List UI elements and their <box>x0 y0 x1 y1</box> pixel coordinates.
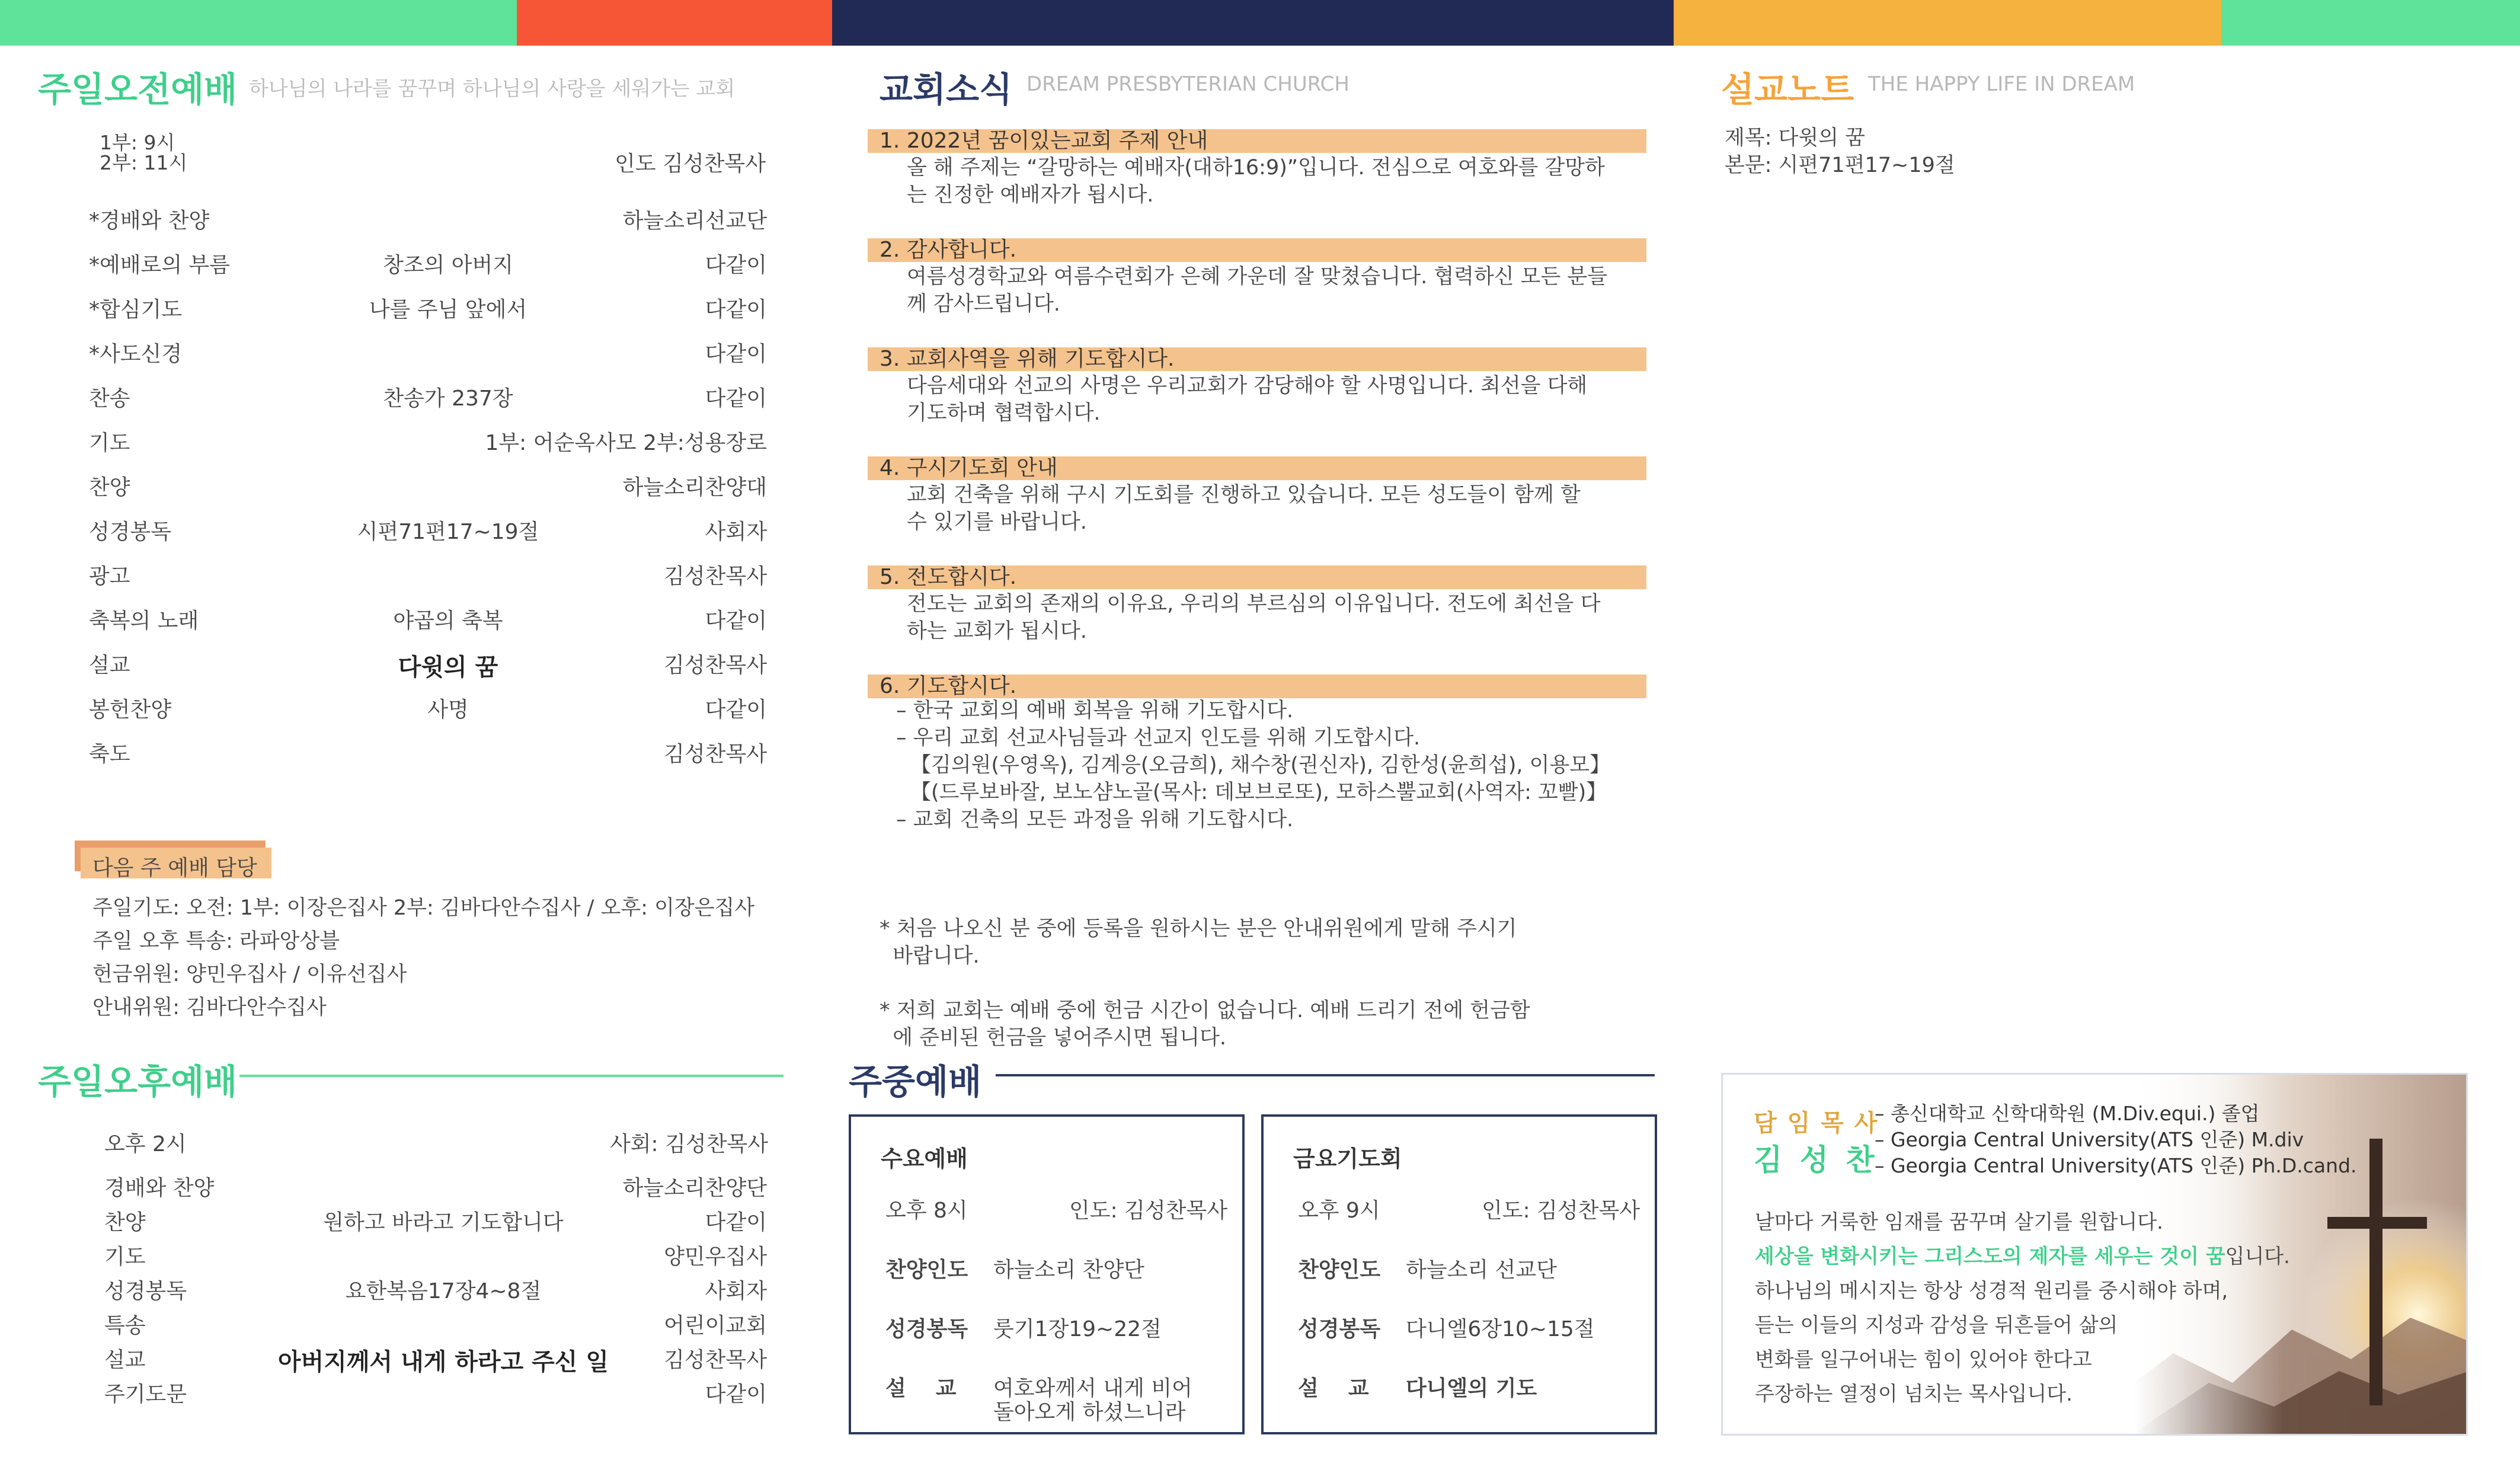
order-item-name: *합심기도 <box>89 298 183 322</box>
order-item-leader: 하늘소리선교단 <box>622 209 767 233</box>
order-item-leader: 다같이 <box>705 298 767 322</box>
wednesday-service-card <box>849 1114 1245 1434</box>
order-row <box>89 737 767 766</box>
friday-praise: 하늘소리 선교단 <box>1406 1258 1557 1282</box>
order-item-detail: 원하고 바라고 기도합니다 <box>323 1210 564 1235</box>
color-strip-orange <box>1674 0 2221 46</box>
order-item-name: 기도 <box>89 431 130 455</box>
afternoon-title-rule <box>239 1075 783 1077</box>
order-item-leader: 다같이 <box>705 1210 767 1235</box>
order-item-name: *경배와 찬양 <box>89 209 210 233</box>
afternoon-title: 주일오후예배 <box>38 1062 238 1102</box>
credential-line: – Georgia Central University(ATS 인준) M.div <box>1875 1128 2304 1151</box>
top-color-bar <box>0 0 2520 46</box>
order-item-leader: 다같이 <box>705 386 767 411</box>
morning-title: 주일오전예배 <box>38 69 238 110</box>
wednesday-leader: 인도: 김성찬목사 <box>1069 1199 1228 1223</box>
color-strip-navy <box>832 0 1674 46</box>
order-item-leader: 양민우집사 <box>664 1245 767 1269</box>
friday-sermon: 다니엘의 기도 <box>1406 1376 1537 1401</box>
prayer-line: – 교회 건축의 모든 과정을 위해 기도합시다. <box>896 808 1294 832</box>
order-row <box>89 426 767 455</box>
wednesday-praise-label: 찬양인도 <box>885 1258 968 1282</box>
order-row <box>104 1274 767 1303</box>
order-item-leader: 하늘소리찬양대 <box>622 475 767 500</box>
order-item-leader: 다같이 <box>705 1382 767 1407</box>
news-item-body: 교회 건축을 위해 구시 기도회를 진행하고 있습니다. 모든 성도들이 함께 할 수 있기를 바랍니다. <box>907 483 1581 534</box>
order-item-detail: 시편71편17~19절 <box>357 520 539 544</box>
next-week-line: 주일 오후 특송: 라파앙상블 <box>92 929 340 953</box>
order-item-name: 특송 <box>104 1314 146 1338</box>
wednesday-praise: 하늘소리 찬양단 <box>993 1258 1144 1282</box>
color-strip-green <box>0 0 517 46</box>
news-item-head: 5. 전도합시다. <box>868 565 1646 589</box>
news-subtitle: DREAM PRESBYTERIAN CHURCH <box>1026 72 1349 96</box>
wednesday-sermon-label: 설 교 <box>885 1376 957 1401</box>
time-second: 2부: 11시 <box>100 151 188 174</box>
morning-leader: 인도 김성찬목사 <box>615 152 766 176</box>
news-note-registration: * 처음 나오신 분 중에 등록을 원하시는 분은 안내위원에게 말해 주시기 바랍니다. <box>880 917 1517 968</box>
order-item-name: *예배로의 부름 <box>89 253 231 277</box>
order-item-leader: 김성찬목사 <box>664 564 767 589</box>
color-strip-green-right <box>2221 0 2520 46</box>
order-item-leader: 1부: 어순옥사모 2부:성용장로 <box>485 431 767 455</box>
news-item-head: 6. 기도합시다. <box>868 675 1646 698</box>
afternoon-time: 오후 2시 <box>104 1132 187 1156</box>
prayer-line: 【김의원(우영옥), 김계응(오금희), 채수창(권신자), 김한성(윤희섭), 이용모】 <box>910 753 1611 777</box>
pastor-bio: 날마다 거룩한 임재를 꿈꾸며 살기를 원합니다. 세상을 변화시키는 그리스도의 제자를 세우는 것이 꿈입니다. 하나님의 메시지는 항상 성경적 원리를 중시해야 하며, 듣는 이들의 지성과 감성을 뒤흔들어 삶의 변화를 일구어내는 힘이 있어야 한다고 주장하는 열정이 넘치는 목사입니다. <box>1755 1210 2290 1406</box>
order-item-leader: 다같이 <box>705 698 767 722</box>
order-item-name: 설교 <box>104 1348 146 1372</box>
order-item-detail: 야곱의 축복 <box>393 609 503 633</box>
friday-sermon-label: 설 교 <box>1298 1376 1369 1401</box>
news-item-body: 다음세대와 선교의 사명은 우리교회가 감당해야 할 사명입니다. 최선을 다해 기도하며 협력합시다. <box>907 374 1588 425</box>
wednesday-sermon-line2: 돌아오게 하셨느니라 <box>993 1400 1186 1424</box>
friday-reading: 다니엘6장10~15절 <box>1406 1317 1595 1341</box>
sermon-note-lines <box>1725 124 1955 179</box>
order-item-name: 기도 <box>104 1245 146 1269</box>
pastor-card <box>1721 1073 2468 1436</box>
order-item-name: 찬양 <box>104 1210 146 1235</box>
order-item-name: 축도 <box>89 742 130 766</box>
credential-line: – Georgia Central University(ATS 인준) Ph.D.cand. <box>1875 1154 2357 1177</box>
order-row <box>89 337 767 366</box>
wednesday-title: 수요예배 <box>881 1146 968 1172</box>
weekday-title: 주중예배 <box>849 1062 982 1102</box>
order-row <box>104 1171 767 1200</box>
order-row <box>104 1206 767 1235</box>
order-item-name: 찬양 <box>89 475 130 500</box>
order-item-name: *사도신경 <box>89 342 183 366</box>
news-item-head: 3. 교회사역을 위해 기도합시다. <box>868 347 1646 371</box>
morning-times <box>100 133 187 173</box>
color-strip-red <box>517 0 832 46</box>
order-item-name: 축복의 노래 <box>89 609 199 633</box>
friday-leader: 인도: 김성찬목사 <box>1482 1199 1640 1223</box>
order-item-leader: 다같이 <box>705 609 767 633</box>
time-first: 1부: 9시 <box>100 131 175 154</box>
news-note-offering: * 저희 교회는 예배 중에 헌금 시간이 없습니다. 예배 드리기 전에 헌금함 에 준비된 헌금을 넣어주시면 됩니다. <box>880 999 1530 1050</box>
news-item-body: 여름성경학교와 여름수련회가 은혜 가운데 잘 맞쳤습니다. 협력하신 모든 분들 께 감사드립니다. <box>907 265 1608 316</box>
order-item-name: 광고 <box>89 564 130 589</box>
prayer-list <box>896 697 1610 833</box>
order-row <box>104 1240 767 1269</box>
order-row <box>89 604 767 633</box>
pastor-name: 김 성 찬 <box>1754 1143 1878 1177</box>
news-item-body: 올 해 주제는 “갈망하는 예배자(대하16:9)”입니다. 전심으로 여호와를 갈망하 는 진정한 예배자가 됩시다. <box>907 156 1605 207</box>
order-item-detail: 찬송가 237장 <box>383 386 513 411</box>
weekday-title-rule <box>996 1074 1655 1076</box>
pastor-vision: 세상을 변화시키는 그리스도의 제자를 세우는 것이 꿈 <box>1755 1245 2225 1268</box>
credential-line: – 총신대학교 신학대학원 (M.Div.equi.) 졸업 <box>1875 1102 2260 1125</box>
order-item-name: 봉헌찬양 <box>89 698 172 722</box>
order-item-name: 성경봉독 <box>89 520 172 544</box>
sermon-text: 본문: 시편71편17~19절 <box>1725 154 1955 177</box>
friday-title: 금요기도회 <box>1293 1146 1402 1172</box>
wednesday-time: 오후 8시 <box>885 1199 968 1223</box>
next-week-list <box>92 891 754 1024</box>
order-item-name: 찬송 <box>89 386 130 411</box>
next-week-tag: 다음 주 예배 담당 <box>92 856 257 880</box>
pastor-credentials <box>1875 1101 2357 1179</box>
order-row <box>104 1309 767 1338</box>
friday-time: 오후 9시 <box>1298 1199 1380 1223</box>
wednesday-reading-label: 성경봉독 <box>885 1317 968 1341</box>
news-title: 교회소식 <box>880 69 1013 110</box>
order-item-name: 경배와 찬양 <box>104 1176 215 1200</box>
sermon-topic: 제목: 다윗의 꿈 <box>1725 126 1865 150</box>
next-week-line: 안내위원: 김바다안수집사 <box>92 996 327 1020</box>
order-item-detail: 창조의 아버지 <box>382 253 514 277</box>
order-item-leader: 김성찬목사 <box>664 653 767 678</box>
order-row <box>89 693 767 722</box>
order-item-detail: 아버지께서 내게 하라고 주신 일 <box>277 1348 609 1376</box>
next-week-line: 헌금위원: 양민우집사 / 이유선집사 <box>92 963 407 986</box>
wednesday-reading: 룻기1장19~22절 <box>993 1317 1162 1341</box>
order-item-name: 설교 <box>89 653 130 678</box>
friday-service-card <box>1261 1114 1657 1434</box>
order-row <box>89 293 767 322</box>
next-week-line: 주일기도: 오전: 1부: 이장은집사 2부: 김바다안수집사 / 오후: 이장은집사 <box>92 896 755 920</box>
order-item-name: 성경봉독 <box>104 1279 187 1303</box>
order-row <box>89 204 767 233</box>
order-row <box>89 471 767 500</box>
order-row <box>104 1378 767 1407</box>
order-row <box>89 648 767 681</box>
sermon-note-title: 설교노트 <box>1721 69 1854 110</box>
order-row <box>89 560 767 589</box>
wednesday-sermon-line1: 여호와께서 내게 비어 <box>993 1376 1192 1401</box>
friday-praise-label: 찬양인도 <box>1298 1258 1381 1282</box>
order-item-leader: 다같이 <box>705 253 767 277</box>
prayer-line: – 한국 교회의 예배 회복을 위해 기도합시다. <box>896 699 1294 723</box>
news-item-head: 2. 감사합니다. <box>868 238 1646 262</box>
order-item-name: 주기도문 <box>104 1382 187 1407</box>
news-item-head: 4. 구시기도회 안내 <box>868 456 1646 480</box>
friday-reading-label: 성경봉독 <box>1298 1317 1381 1341</box>
order-item-leader: 김성찬목사 <box>664 1348 767 1372</box>
afternoon-leader: 사회: 김성찬목사 <box>609 1132 768 1156</box>
order-item-leader: 하늘소리찬양단 <box>622 1176 767 1200</box>
order-row <box>104 1343 767 1376</box>
order-item-leader: 김성찬목사 <box>664 742 767 766</box>
order-item-detail: 요한복음17장4~8절 <box>345 1279 542 1303</box>
order-item-detail: 나를 주님 앞에서 <box>369 298 527 322</box>
order-item-detail: 사명 <box>427 698 469 722</box>
prayer-line: – 우리 교회 선교사님들과 선교지 인도를 위해 기도합시다. <box>896 726 1421 750</box>
morning-subtitle: 하나님의 나라를 꿈꾸며 하나님의 사랑을 세워가는 교회 <box>249 77 735 101</box>
sermon-note-subtitle: THE HAPPY LIFE IN DREAM <box>1868 72 2135 96</box>
news-item-head: 1. 2022년 꿈이있는교회 주제 안내 <box>868 129 1646 153</box>
order-row <box>89 515 767 544</box>
order-item-leader: 사회자 <box>705 520 767 544</box>
order-item-detail: 다윗의 꿈 <box>398 654 498 681</box>
order-item-leader: 다같이 <box>705 342 767 366</box>
order-item-leader: 어린이교회 <box>664 1314 767 1338</box>
order-row <box>89 248 767 277</box>
pastor-label: 담 임 목 사 <box>1754 1110 1879 1137</box>
news-item-body: 전도는 교회의 존재의 이유요, 우리의 부르심의 이유입니다. 전도에 최선을 다 하는 교회가 됩시다. <box>907 592 1601 643</box>
prayer-line: 【(드루보바잘, 보노샴노골(목사: 데보브로또), 모하스뿔교회(사역자: 꼬빨)】 <box>910 781 1607 804</box>
order-item-leader: 사회자 <box>705 1279 767 1303</box>
order-row <box>89 382 767 411</box>
